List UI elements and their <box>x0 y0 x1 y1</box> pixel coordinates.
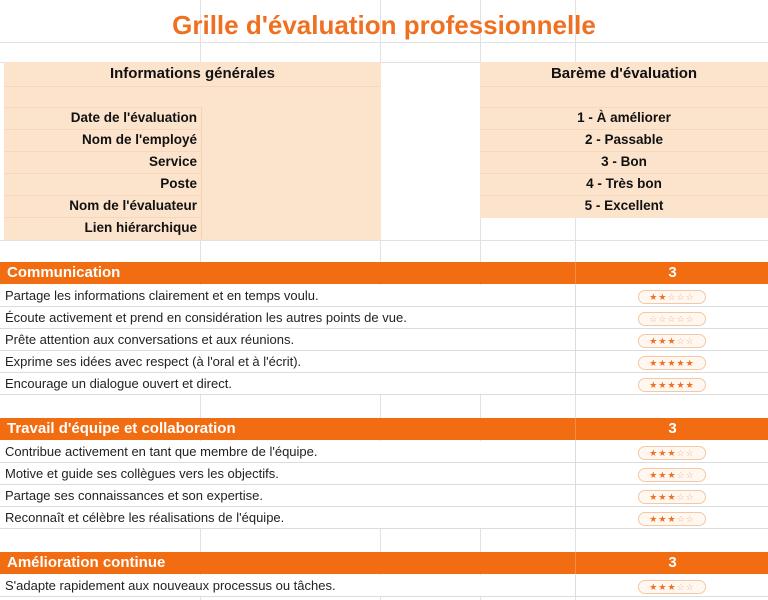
rating-cell[interactable] <box>575 441 768 463</box>
star-empty-icon[interactable]: ☆ <box>676 582 686 592</box>
star-rating[interactable] <box>638 490 706 504</box>
info-row-date <box>4 107 381 129</box>
star-empty-icon[interactable]: ☆ <box>658 314 668 324</box>
rating-cell[interactable] <box>575 351 768 373</box>
star-rating[interactable] <box>638 334 706 348</box>
scale-item: 4 - Très bon <box>586 176 662 191</box>
criterion-text: Écoute activement et prend en considération les autres points de vue. <box>5 310 407 325</box>
criterion-row[interactable] <box>0 285 768 307</box>
service-field[interactable] <box>201 151 381 173</box>
star-filled-icon[interactable]: ★ <box>649 514 659 524</box>
star-empty-icon[interactable]: ☆ <box>685 336 695 346</box>
criterion-text: Exprime ses idées avec respect (à l'oral et à l'écrit). <box>5 354 302 369</box>
divider <box>480 86 768 87</box>
star-empty-icon[interactable]: ☆ <box>676 448 686 458</box>
star-rating[interactable] <box>638 580 706 594</box>
rating-cell[interactable] <box>575 373 768 395</box>
criterion-text: Reconnaît et célèbre les réalisations de l'équipe. <box>5 510 285 525</box>
criterion-row[interactable] <box>0 575 768 597</box>
divider <box>4 86 381 87</box>
info-panel <box>4 62 381 240</box>
field-label: Nom de l'employé <box>82 132 197 147</box>
star-filled-icon[interactable]: ★ <box>649 292 659 302</box>
star-empty-icon[interactable]: ☆ <box>685 314 695 324</box>
field-label: Lien hiérarchique <box>84 220 197 235</box>
star-filled-icon[interactable]: ★ <box>685 358 695 368</box>
criterion-text: Prête attention aux conversations et aux réunions. <box>5 332 295 347</box>
star-filled-icon[interactable]: ★ <box>649 470 659 480</box>
criterion-text: Motive et guide ses collègues vers les objectifs. <box>5 466 279 481</box>
info-row-employee <box>4 129 381 151</box>
criterion-row[interactable] <box>0 485 768 507</box>
field-label: Service <box>148 154 197 169</box>
rating-cell[interactable] <box>575 285 768 307</box>
info-row-service <box>4 151 381 173</box>
scale-item: 1 - À améliorer <box>577 110 671 125</box>
star-filled-icon[interactable]: ★ <box>658 470 668 480</box>
section-score: 3 <box>575 552 768 574</box>
scale-heading: Barème d'évaluation <box>550 65 698 82</box>
rating-cell[interactable] <box>575 329 768 351</box>
star-empty-icon[interactable]: ☆ <box>676 514 686 524</box>
section-header-continuous-improvement <box>0 552 768 574</box>
star-rating[interactable] <box>638 446 706 460</box>
star-empty-icon[interactable]: ☆ <box>676 292 686 302</box>
criterion-text: S'adapte rapidement aux nouveaux processus ou tâches. <box>5 578 336 593</box>
gridline <box>0 42 768 43</box>
rating-cell[interactable] <box>575 485 768 507</box>
rating-cell[interactable] <box>575 307 768 329</box>
scale-item: 5 - Excellent <box>584 198 664 213</box>
criterion-row[interactable] <box>0 441 768 463</box>
star-filled-icon[interactable]: ★ <box>676 358 686 368</box>
info-heading: Informations générales <box>109 65 276 82</box>
star-rating[interactable] <box>638 356 706 370</box>
star-rating[interactable] <box>638 512 706 526</box>
star-filled-icon[interactable]: ★ <box>667 380 677 390</box>
star-empty-icon[interactable]: ☆ <box>676 492 686 502</box>
star-filled-icon[interactable]: ★ <box>676 380 686 390</box>
star-empty-icon[interactable]: ☆ <box>667 314 677 324</box>
star-filled-icon[interactable]: ★ <box>649 448 659 458</box>
star-empty-icon[interactable]: ☆ <box>667 292 677 302</box>
criterion-row[interactable] <box>0 329 768 351</box>
rating-cell[interactable] <box>575 463 768 485</box>
star-rating[interactable] <box>638 290 706 304</box>
star-filled-icon[interactable]: ★ <box>667 492 677 502</box>
star-filled-icon[interactable]: ★ <box>658 492 668 502</box>
field-label: Date de l'évaluation <box>70 110 197 125</box>
star-filled-icon[interactable]: ★ <box>649 358 659 368</box>
star-filled-icon[interactable]: ★ <box>667 448 677 458</box>
info-row-position <box>4 173 381 195</box>
star-filled-icon[interactable]: ★ <box>658 336 668 346</box>
star-filled-icon[interactable]: ★ <box>667 582 677 592</box>
position-field[interactable] <box>201 173 381 195</box>
section-score: 3 <box>575 418 768 440</box>
info-row-evaluator <box>4 195 381 217</box>
criterion-row[interactable] <box>0 351 768 373</box>
criterion-text: Partage ses connaissances et son expertise. <box>5 488 263 503</box>
scale-panel <box>480 62 768 218</box>
section-header-teamwork <box>0 418 768 440</box>
star-filled-icon[interactable]: ★ <box>658 582 668 592</box>
star-empty-icon[interactable]: ☆ <box>649 314 659 324</box>
star-rating[interactable] <box>638 312 706 326</box>
rating-cell[interactable] <box>575 575 768 597</box>
criterion-row[interactable] <box>0 307 768 329</box>
evaluator-name-field[interactable] <box>201 195 381 217</box>
scale-item: 2 - Passable <box>584 132 664 147</box>
star-filled-icon[interactable]: ★ <box>649 492 659 502</box>
info-row-hierarchy <box>4 217 381 239</box>
criterion-row[interactable] <box>0 507 768 529</box>
star-empty-icon[interactable]: ☆ <box>685 492 695 502</box>
star-filled-icon[interactable]: ★ <box>667 514 677 524</box>
star-empty-icon[interactable]: ☆ <box>685 292 695 302</box>
star-filled-icon[interactable]: ★ <box>658 380 668 390</box>
star-filled-icon[interactable]: ★ <box>667 470 677 480</box>
star-empty-icon[interactable]: ☆ <box>685 470 695 480</box>
gridline <box>0 240 768 241</box>
star-rating[interactable] <box>638 468 706 482</box>
criterion-text: Partage les informations clairement et en temps voulu. <box>5 288 319 303</box>
section-score: 3 <box>575 262 768 284</box>
star-filled-icon[interactable]: ★ <box>658 358 668 368</box>
star-filled-icon[interactable]: ★ <box>667 358 677 368</box>
star-filled-icon[interactable]: ★ <box>658 448 668 458</box>
section-title: Amélioration continue <box>7 554 166 571</box>
star-filled-icon[interactable]: ★ <box>649 582 659 592</box>
field-label: Poste <box>160 176 197 191</box>
section-title: Communication <box>7 264 121 281</box>
employee-name-field[interactable] <box>201 129 381 151</box>
date-field[interactable] <box>201 107 381 129</box>
star-empty-icon[interactable]: ☆ <box>685 582 695 592</box>
hierarchy-field[interactable] <box>201 217 381 239</box>
star-filled-icon[interactable]: ★ <box>649 380 659 390</box>
star-empty-icon[interactable]: ☆ <box>676 470 686 480</box>
section-header-communication <box>0 262 768 284</box>
field-label: Nom de l'évaluateur <box>69 198 197 213</box>
star-empty-icon[interactable]: ☆ <box>685 514 695 524</box>
criterion-row[interactable] <box>0 463 768 485</box>
star-empty-icon[interactable]: ☆ <box>676 336 686 346</box>
star-filled-icon[interactable]: ★ <box>658 292 668 302</box>
star-filled-icon[interactable]: ★ <box>667 336 677 346</box>
criterion-text: Contribue activement en tant que membre de l'équipe. <box>5 444 318 459</box>
page-title: Grille d'évaluation professionnelle <box>172 10 596 40</box>
star-filled-icon[interactable]: ★ <box>658 514 668 524</box>
star-rating[interactable] <box>638 378 706 392</box>
info-fields <box>4 107 381 240</box>
criterion-row[interactable] <box>0 373 768 395</box>
star-filled-icon[interactable]: ★ <box>649 336 659 346</box>
star-filled-icon[interactable]: ★ <box>685 380 695 390</box>
criterion-text: Encourage un dialogue ouvert et direct. <box>5 376 232 391</box>
star-empty-icon[interactable]: ☆ <box>685 448 695 458</box>
section-title: Travail d'équipe et collaboration <box>7 420 236 437</box>
scale-item: 3 - Bon <box>601 154 647 169</box>
rating-cell[interactable] <box>575 507 768 529</box>
star-empty-icon[interactable]: ☆ <box>676 314 686 324</box>
